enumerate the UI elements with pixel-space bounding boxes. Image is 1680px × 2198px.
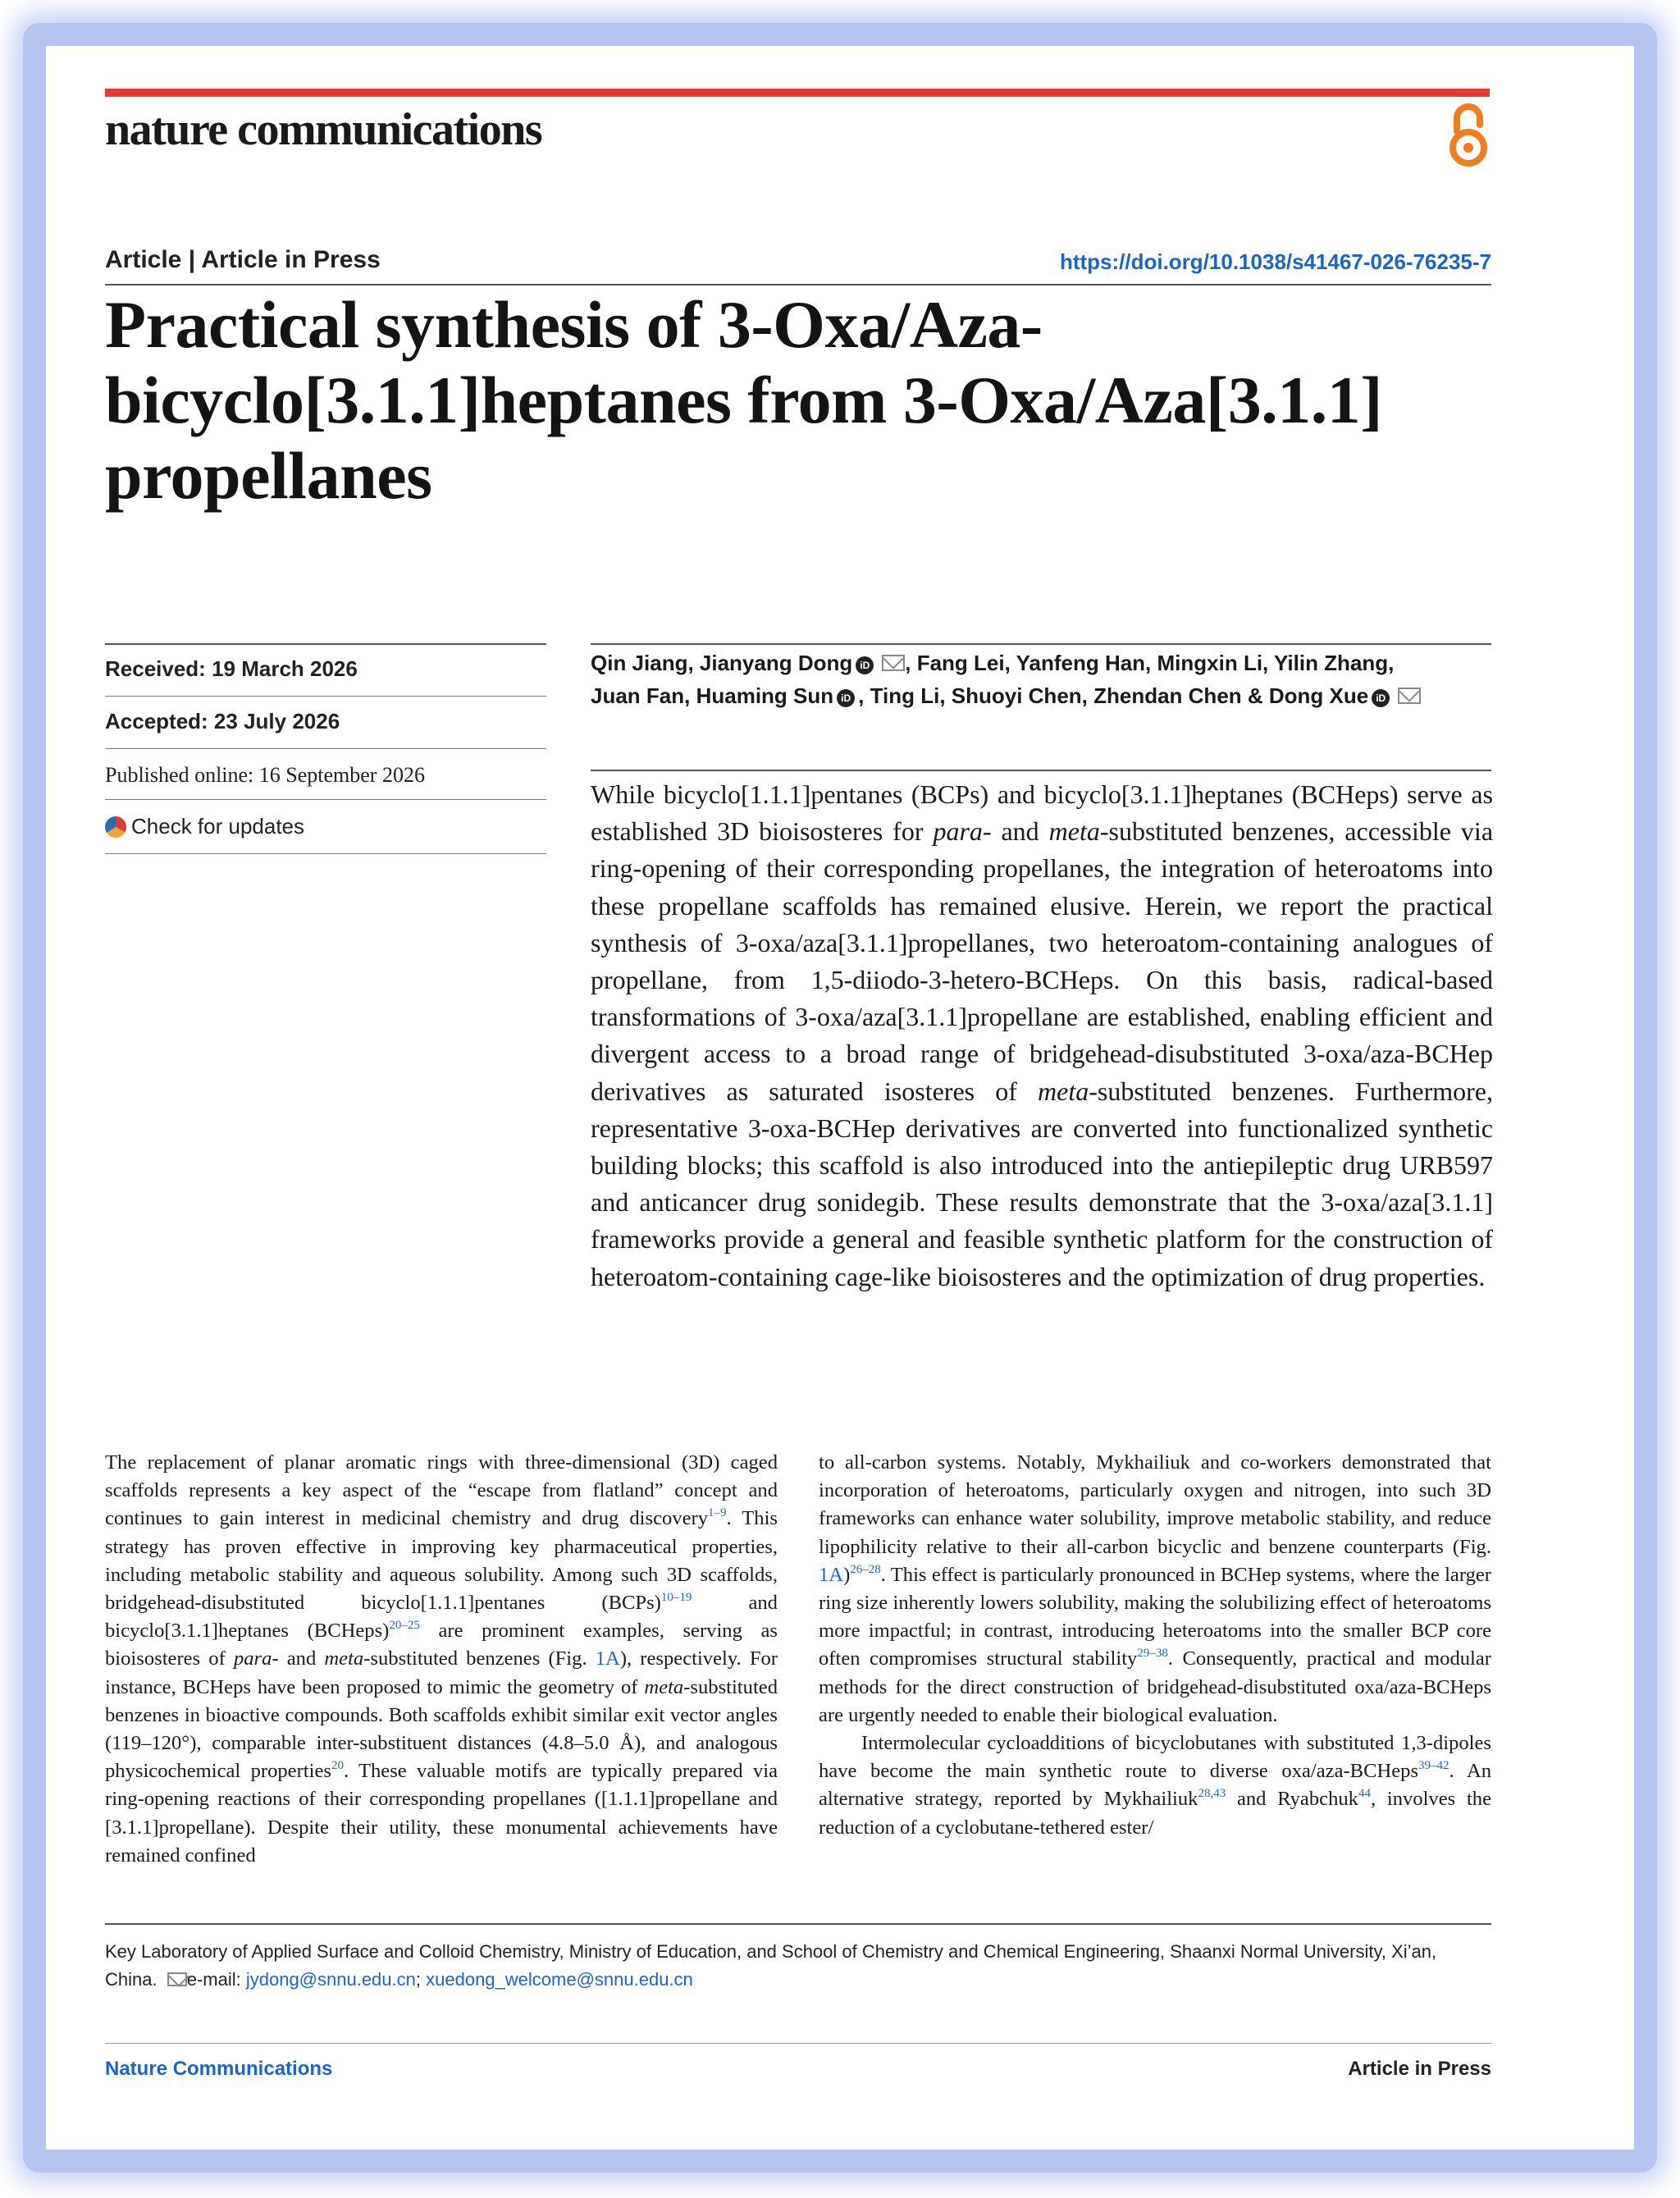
- reference-link[interactable]: 20: [331, 1759, 344, 1773]
- authors-rule-top: [591, 643, 1491, 645]
- meta-rule: [105, 853, 546, 854]
- abstract-text: -substituted benzenes, accessible via ring-opening of their corresponding propellanes, the integration of heteroatoms into these propellane scaffolds has remained elusive. Herein, we report the practical synthesis of 3-oxa/aza[3.1.1]propellanes, two heteroatom-containing analogues of propellane, from 1,5-diiodo-3-hetero-BCHeps. On this basis, radical-based transformations of 3-oxa/aza[3.1.1]propellane are established, enabling efficient and divergent access to a broad range of bridgehead-disubstituted 3-oxa/aza-BCHep derivatives as saturated isosteres of: [591, 816, 1494, 1106]
- body-text: . These valuable motifs are typically prepared via ring-opening reactions of their corresponding propellanes ([1.1.1]propellane and [3.1.1]propellane). Despite their utility, these monumental achievements have remained confined: [105, 1760, 778, 1867]
- body-text: - and: [272, 1647, 325, 1670]
- affiliation: [105, 1938, 1491, 1994]
- email-icon: [167, 1972, 187, 1986]
- body-italic: para: [233, 1647, 272, 1670]
- check-for-updates-button[interactable]: [105, 814, 546, 839]
- body-text: and Ryabchuk: [1226, 1788, 1358, 1811]
- body-paragraph: [105, 1449, 778, 1870]
- body-text: . This effect is particularly pronounced in BCHep systems, where the larger ring size inherently lowers solubility, making the solubilizing effect of heteroatoms more impactful; in contrast, introducing heteroatoms into the smaller BCP core often compromises structural stability: [819, 1563, 1491, 1670]
- affiliation-text: Key Laboratory of Applied Surface and Colloid Chemistry, Ministry of Education, and School of Chemistry and Chemical Engineering, Shaanxi Normal University, Xi’an, China.: [105, 1941, 1437, 1990]
- body-italic: meta: [324, 1647, 364, 1670]
- reference-link[interactable]: 20–25: [389, 1619, 420, 1633]
- email-icon[interactable]: [882, 655, 905, 671]
- abstract-text: While bicyclo[1.1.1]pentanes (BCPs) and bicyclo[3.1.1]heptanes (BCHeps) serve as established 3D bioisosteres for: [591, 779, 1493, 847]
- body-text: to all-carbon systems. Notably, Mykhailiuk and co-workers demonstrated that incorporation of heteroatoms, particularly oxygen and nitrogen, into such 3D frameworks can enhance water solubility, improve metabolic stability, and reduce lipophilicity relative to their all-carbon bicyclic and benzene counterparts (Fig.: [819, 1451, 1491, 1558]
- body-italic: meta: [644, 1675, 684, 1698]
- body-column-right: [819, 1449, 1491, 1842]
- published-date: Published online: 16 September 2026: [105, 763, 425, 787]
- check-updates-icon: [105, 816, 126, 838]
- abstract: [591, 776, 1493, 1295]
- body-paragraph: [819, 1449, 1491, 1730]
- title-line-1: Practical synthesis of 3-Oxa/Aza-: [105, 287, 1043, 362]
- body-text: -substituted benzenes (Fig.: [363, 1647, 596, 1670]
- abstract-italic: meta: [1048, 816, 1100, 847]
- figure-link[interactable]: 1A: [819, 1563, 844, 1586]
- body-column-left: [105, 1449, 778, 1870]
- body-text: ), respectively. For instance, BCHeps have been proposed to mimic the geometry of: [105, 1647, 778, 1698]
- abstract-italic: meta: [1038, 1076, 1089, 1106]
- authors-part: , Ting Li, Shuoyi Chen, Zhendan Chen & Dong Xue: [858, 683, 1369, 708]
- email-link[interactable]: jydong@snnu.edu.cn: [245, 1969, 416, 1990]
- body-text: . This strategy has proven effective in improving key pharmaceutical properties, including metabolic stability and aqueous solubility. Among such 3D scaffolds, bridgehead-disubstituted bicyclo[1.1.1]pentanes (BCPs): [105, 1507, 778, 1615]
- reference-link[interactable]: 39–42: [1418, 1759, 1449, 1773]
- body-text: . An alternative strategy, reported by Mykhailiuk: [819, 1760, 1491, 1811]
- footer-rule: [105, 2043, 1491, 2044]
- authors-part: , Fang Lei, Yanfeng Han, Mingxin Li, Yilin Zhang,: [905, 651, 1395, 675]
- authors-part: Qin Jiang, Jianyang Dong: [591, 651, 853, 675]
- orcid-icon[interactable]: iD: [837, 689, 855, 707]
- reference-link[interactable]: 1–9: [708, 1506, 727, 1520]
- email-separator: ;: [415, 1969, 427, 1990]
- journal-name: nature communications: [105, 104, 542, 155]
- title-divider: [105, 284, 1491, 286]
- meta-rule: [105, 799, 546, 800]
- reference-link[interactable]: 26–28: [850, 1562, 881, 1576]
- body-text: are prominent examples, serving as bioisosteres of: [105, 1620, 778, 1670]
- affiliation-rule: [105, 1923, 1491, 1925]
- body-text: and bicyclo[3.1.1]heptanes (BCHeps): [105, 1592, 778, 1643]
- article-type: Article | Article in Press: [105, 246, 381, 273]
- article-title: [105, 287, 1500, 514]
- reference-link[interactable]: 44: [1358, 1787, 1371, 1801]
- check-updates-label: Check for updates: [131, 814, 305, 839]
- abstract-rule: [591, 770, 1491, 771]
- title-line-3: propellanes: [105, 438, 432, 513]
- header-accent-bar: [105, 89, 1490, 97]
- open-access-icon: [1445, 100, 1491, 169]
- body-text: ): [843, 1563, 851, 1586]
- doi-link[interactable]: https://doi.org/10.1038/s41467-026-76235-7: [1059, 249, 1491, 274]
- email-icon[interactable]: [1398, 688, 1421, 704]
- body-text: , involves the reduction of a cyclobutane-tethered ester/: [819, 1788, 1491, 1839]
- body-text: -substituted benzenes in bioactive compounds. Both scaffolds exhibit similar exit vector angles (119–120°), comparable inter-substituent distances (4.8–5.0 Å), and analogous physicochemical properties: [105, 1675, 778, 1783]
- meta-rule: [105, 748, 546, 749]
- meta-rule-top: [105, 643, 546, 645]
- reference-link[interactable]: 28,43: [1198, 1787, 1226, 1801]
- body-paragraph: [819, 1730, 1491, 1842]
- abstract-italic: para: [933, 816, 983, 847]
- body-text: Intermolecular cycloadditions of bicyclobutanes with substituted 1,3-dipoles have become the main synthetic route to diverse oxa/aza-BCHeps: [819, 1732, 1491, 1783]
- abstract-text: - and: [982, 816, 1049, 847]
- authors-part: Juan Fan, Huaming Sun: [591, 683, 834, 708]
- received-date: Received: 19 March 2026: [105, 656, 358, 681]
- reference-link[interactable]: 10–19: [660, 1591, 692, 1605]
- body-text: . Consequently, practical and modular methods for the direct construction of bridgehead-disubstituted oxa/aza-BCHeps are urgently needed to enable their biological evaluation.: [819, 1647, 1491, 1726]
- body-text: The replacement of planar aromatic rings with three-dimensional (3D) caged scaffolds represents a key aspect of the “escape from flatland” concept and continues to gain interest in medicinal chemistry and drug discovery: [105, 1451, 778, 1530]
- abstract-text: -substituted benzenes. Furthermore, representative 3-oxa-BCHep derivatives are converted into functionalized synthetic building blocks; this scaffold is also introduced into the antiepileptic drug URB597 and anticancer drug sonidegib. These results demonstrate that the 3-oxa/aza[3.1.1] frameworks provide a general and feasible synthetic platform for the construction of heteroatom-containing cage-like bioisosteres and the optimization of drug properties.: [591, 1076, 1494, 1291]
- author-list: [591, 647, 1493, 712]
- footer-status: Article in Press: [1348, 2058, 1491, 2080]
- email-label: e-mail:: [186, 1969, 246, 1990]
- figure-link[interactable]: 1A: [595, 1647, 620, 1670]
- meta-rule: [105, 696, 546, 697]
- footer-journal-link[interactable]: Nature Communications: [105, 2058, 333, 2080]
- title-line-2: bicyclo[3.1.1]heptanes from 3-Oxa/Aza[3.1.1]: [105, 363, 1383, 437]
- email-link[interactable]: xuedong_welcome@snnu.edu.cn: [426, 1969, 693, 1990]
- reference-link[interactable]: 29–38: [1137, 1647, 1168, 1661]
- accepted-date: Accepted: 23 July 2026: [105, 709, 340, 733]
- orcid-icon[interactable]: iD: [1372, 689, 1390, 707]
- orcid-icon[interactable]: iD: [856, 656, 874, 674]
